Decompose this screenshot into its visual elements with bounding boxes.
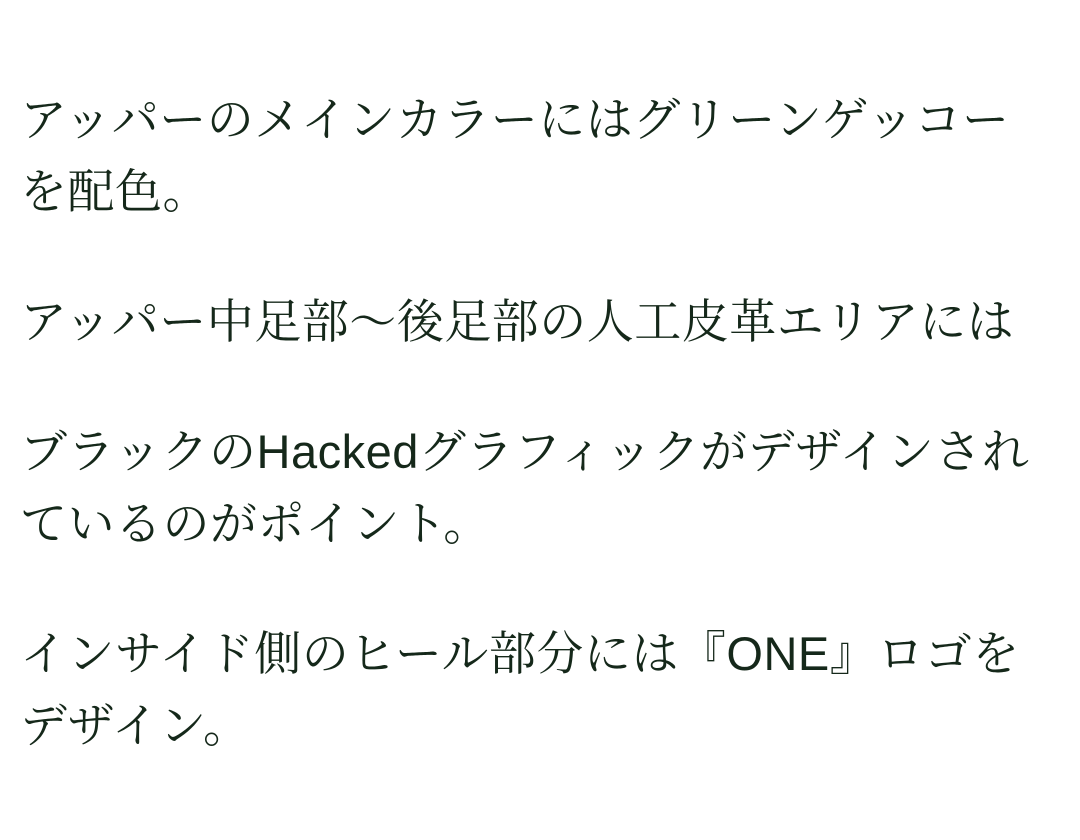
text-line: アッパーのメインカラーにはグリーンゲッコー (20, 93, 1010, 146)
paragraph-hacked-graphic (20, 416, 1060, 560)
text-line: ているのがポイント。 (20, 497, 491, 550)
paragraph-upper-main-color (20, 84, 1060, 228)
text-line: を配色。 (20, 165, 210, 218)
text-line: ブラックのHackedグラフィックがデザインされ (20, 425, 1030, 478)
paragraph-midfoot-area (20, 286, 1060, 358)
text-line: インサイド側のヒール部分には『ONE』ロゴを (20, 627, 1020, 680)
text-line: アッパー中足部〜後足部の人工皮革エリアには (20, 295, 1015, 348)
text-line: デザイン。 (20, 699, 251, 752)
paragraph-one-logo (20, 618, 1060, 762)
